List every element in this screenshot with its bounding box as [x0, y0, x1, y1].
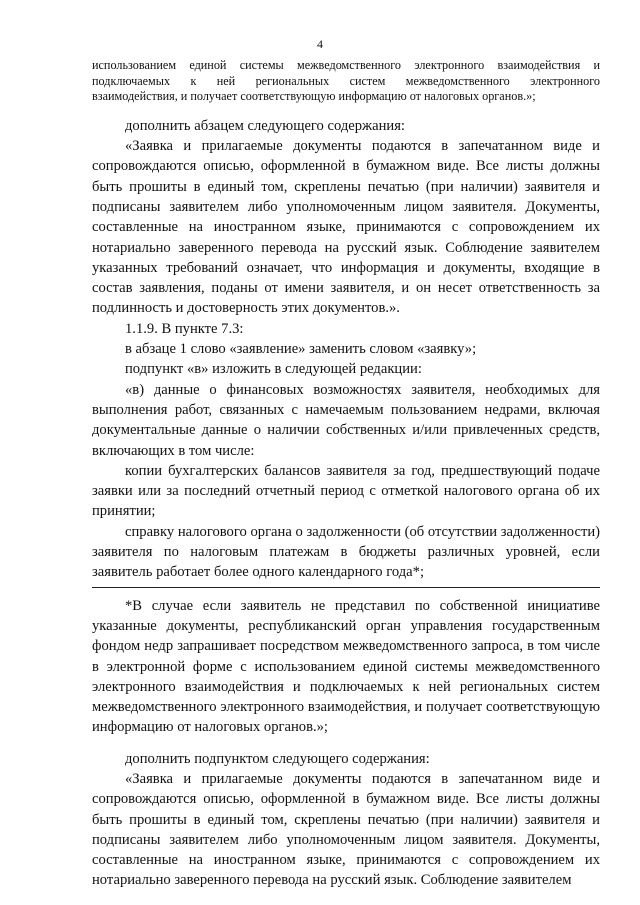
document-body [92, 58, 600, 891]
paragraph-clause-7-3: 1.1.9. В пункте 7.3: [125, 320, 244, 337]
intro-line-2: подключаемых к ней региональных систем межведомственного электронного [92, 73, 600, 88]
intro-line-1: использованием единой системы межведомственного электронного взаимодействия и [92, 58, 600, 72]
paragraph-financial-data: «в) данные о финансовых возможностях заявителя, необходимых для выполнения работ, связанных с намечаемым пользованием недрами, включая документальные данные о наличии собственных и/или привлеченных средств, включающих в том числе: [92, 381, 600, 459]
paragraph-add-subclause: дополнить подпунктом следующего содержания: [125, 750, 430, 767]
page-number: 4 [317, 37, 323, 51]
paragraph-add-abzac: дополнить абзацем следующего содержания: [125, 117, 405, 134]
footnote-text: *В случае если заявитель не представил по собственной инициативе указанные документы, республиканский орган управления государственным фондом недр запрашивает посредством межведомственного запроса, в том числе в электронной форме с использованием единой системы межведомственного электронного взаимодействия и подключаемых к ней региональных систем межведомственного электронного взаимодействия, и получает соответствующую информацию от налоговых органов.»; [92, 597, 600, 736]
paragraph-tax-certificate: справку налогового органа о задолженности (об отсутствии задолженности) заявителя по налоговым платежам в бюджеты различных уровней, если заявитель работает более одного календарного года*; [92, 523, 600, 581]
paragraph-replace-word: в абзаце 1 слово «заявление» заменить словом «заявку»; [125, 341, 477, 358]
paragraph-application-rules-2: «Заявка и прилагаемые документы подаются в запечатанном виде и сопровождаются описью, оформленной в бумажном виде. Все листы должны быть прошиты в единый том, скреплены печатью (при наличии) заявителя и подписаны заявителем либо уполномоченным лицом заявителя. Документы, составленные на иностранном языке, принимаются с сопровождением их нотариально заверенного перевода на русский язык. Соблюдение заявителем [92, 770, 600, 889]
footnote-separator [92, 587, 600, 588]
paragraph-balance-copies: копии бухгалтерских балансов заявителя за год, предшествующий подаче заявки или за последний отчетный период с отметкой налогового органа об их принятии; [92, 462, 600, 520]
paragraph-application-rules: «Заявка и прилагаемые документы подаются в запечатанном виде и сопровождаются описью, оформленной в бумажном виде. Все листы должны быть прошиты в единый том, скреплены печатью (при наличии) заявителя и подписаны заявителем либо уполномоченным лицом заявителя. Документы, составленные на иностранном языке, принимаются с сопровождением их нотариально заверенного перевода на русский язык. Соблюдение заявителем указанных требований означает, что информация и документы, входящие в состав заявления, поданы от имени заявителя, и он несет ответственность за подлинность и достоверность этих документов.». [92, 138, 600, 317]
paragraph-subclause-v: подпункт «в» изложить в следующей редакции: [125, 361, 422, 378]
intro-fragment [92, 58, 600, 105]
intro-line-3: взаимодействия, и получает соответствующую информацию от налоговых органов.»; [92, 89, 536, 104]
